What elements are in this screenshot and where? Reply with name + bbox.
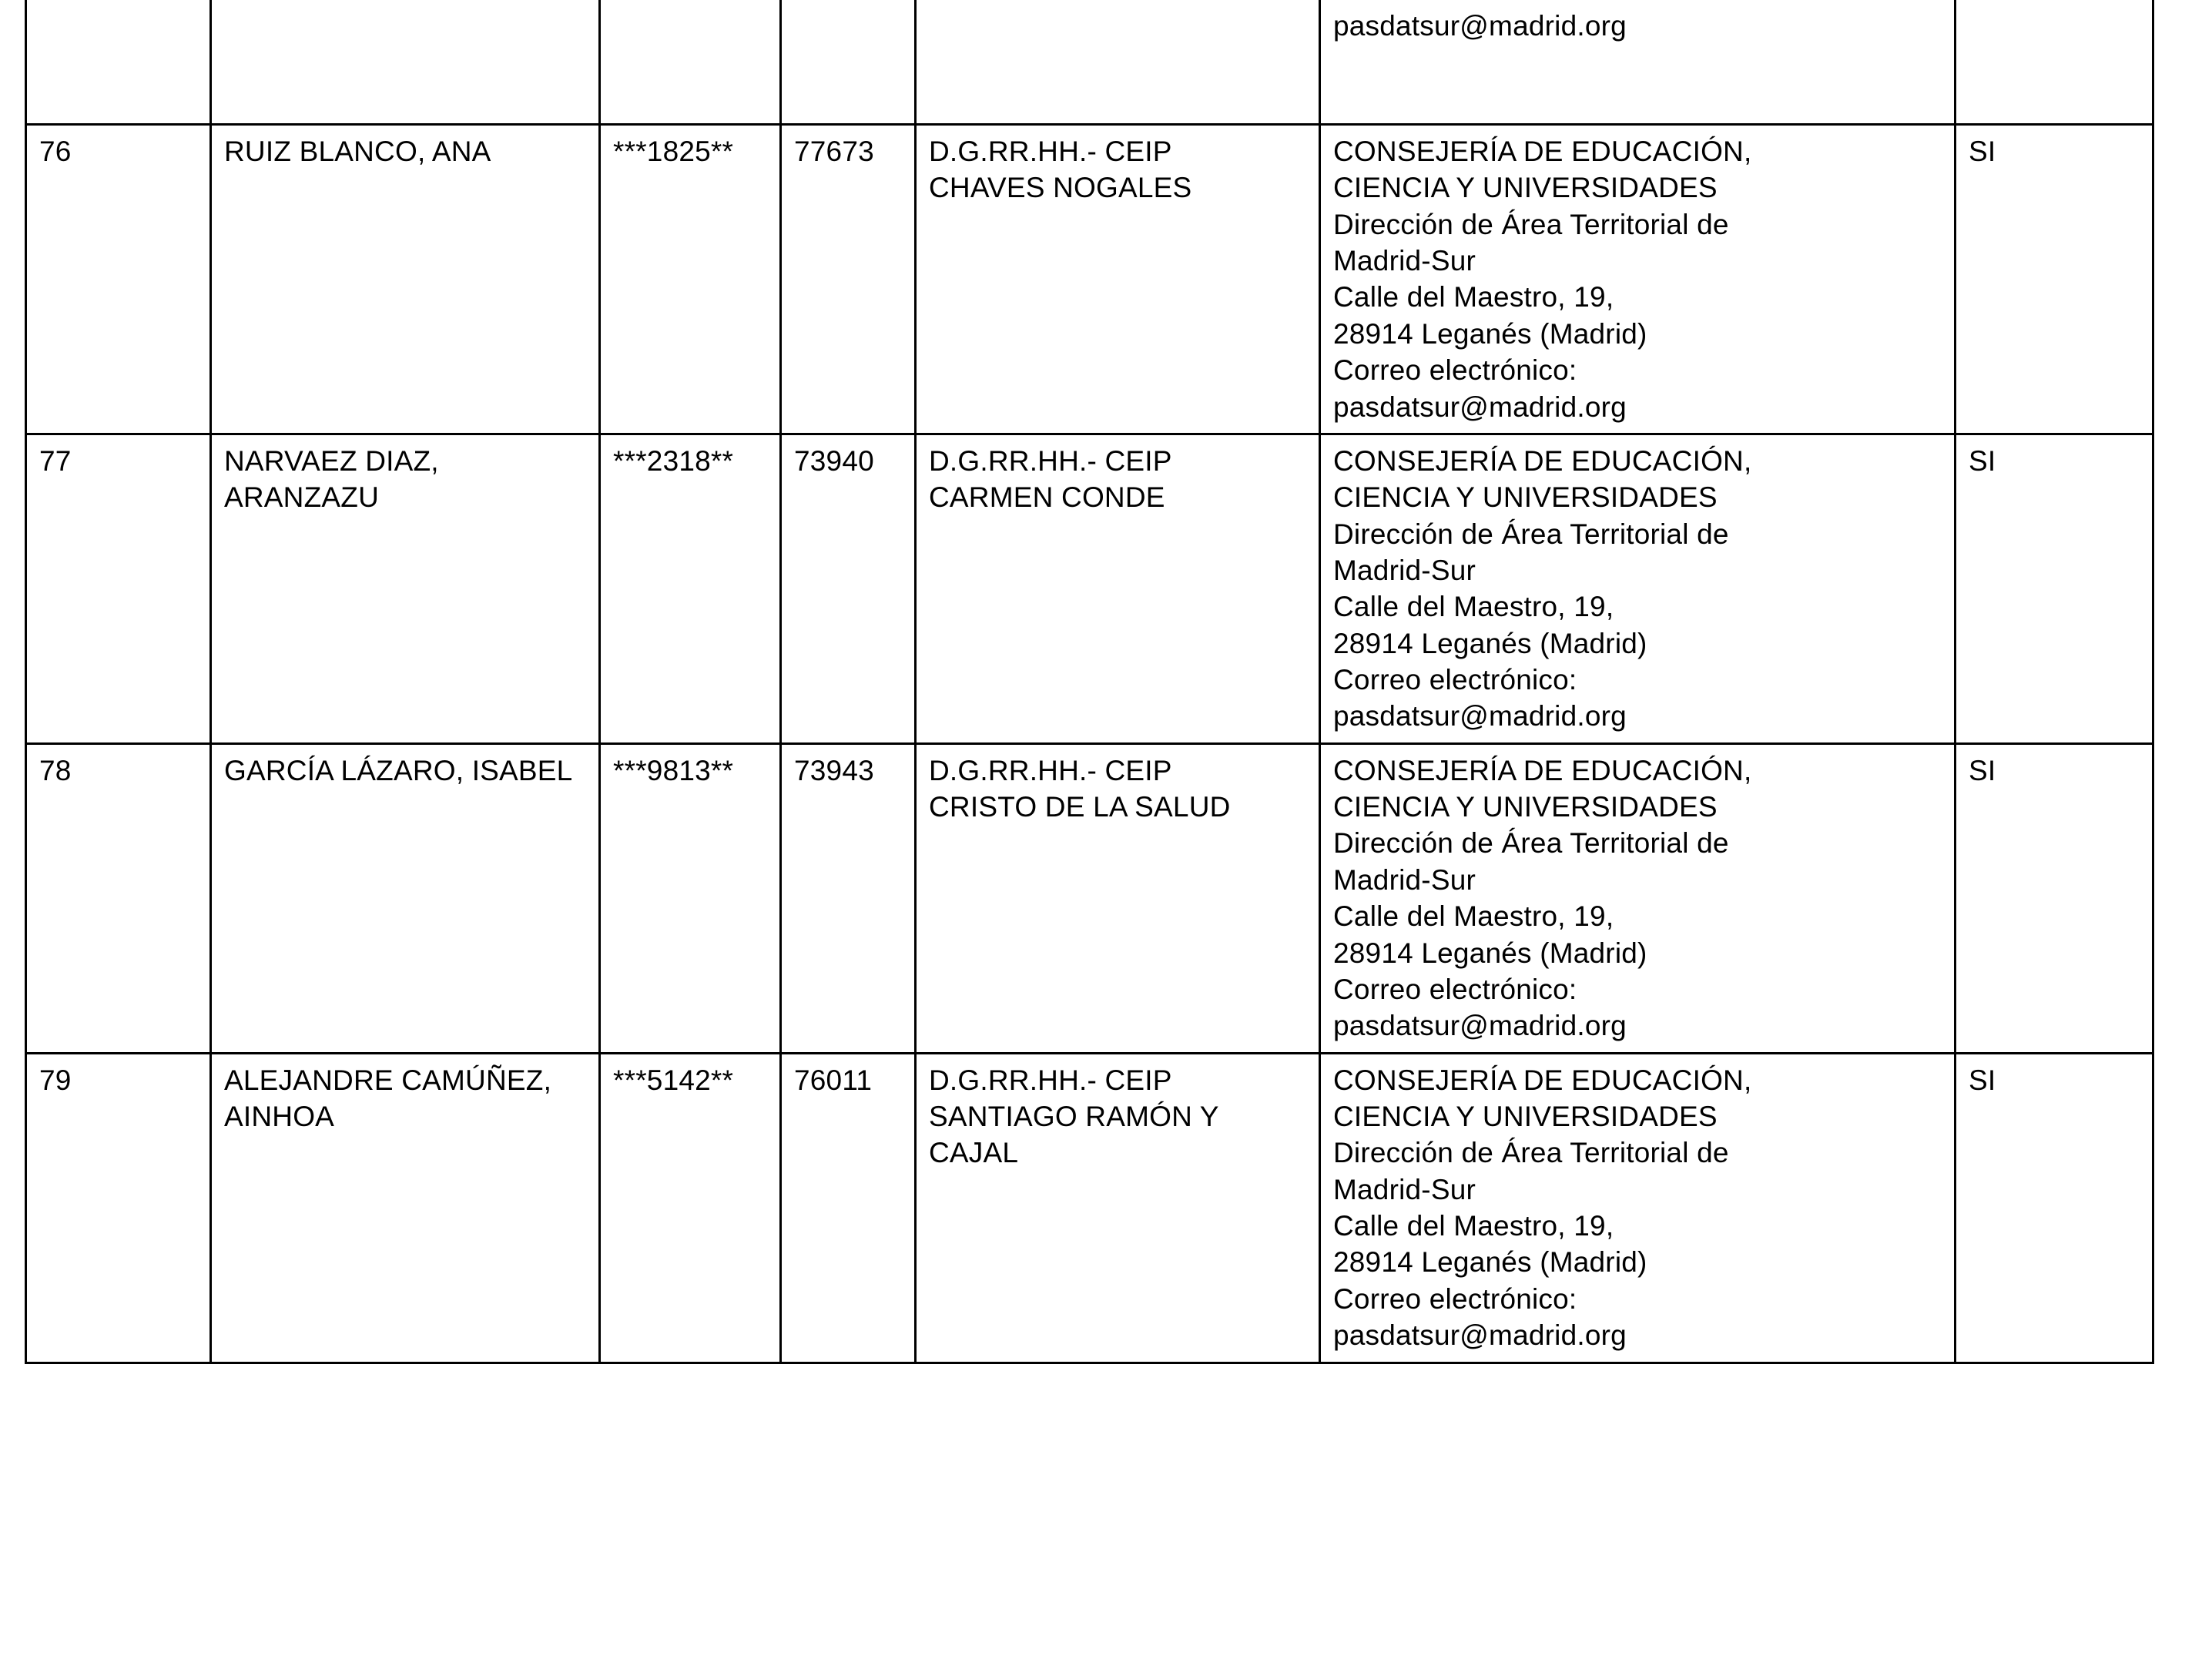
cell-organism	[1320, 0, 1956, 125]
applicants-table	[25, 0, 2154, 1364]
organism-line: Correo electrónico:	[1333, 1282, 1577, 1315]
table-row	[26, 434, 2153, 743]
cell-code: 73943	[781, 743, 916, 1053]
cell-organism	[1320, 125, 1956, 434]
center-line: D.G.RR.HH.- CEIP	[929, 754, 1172, 786]
cell-center	[916, 0, 1320, 125]
organism-line: CONSEJERÍA DE EDUCACIÓN,	[1333, 444, 1752, 477]
center-line: SANTIAGO RAMÓN Y	[929, 1100, 1219, 1132]
cell-organism	[1320, 1053, 1956, 1363]
cell-center	[916, 434, 1320, 743]
cell-organism	[1320, 434, 1956, 743]
cell-name	[211, 0, 600, 125]
organism-line: CONSEJERÍA DE EDUCACIÓN,	[1333, 1064, 1752, 1096]
cell-name: NARVAEZ DIAZ, ARANZAZU	[211, 434, 600, 743]
cell-code	[781, 0, 916, 125]
table-row	[26, 125, 2153, 434]
organism-email: pasdatsur@madrid.org	[1333, 700, 1627, 732]
cell-dni: ***1825**	[600, 125, 781, 434]
organism-email: pasdatsur@madrid.org	[1333, 391, 1627, 423]
organism-line: Correo electrónico:	[1333, 354, 1577, 387]
cell-number: 78	[26, 743, 211, 1053]
organism-line: 28914 Leganés (Madrid)	[1333, 317, 1647, 350]
organism-line: Dirección de Área Territorial de	[1333, 208, 1729, 240]
cell-code: 73940	[781, 434, 916, 743]
cell-name: RUIZ BLANCO, ANA	[211, 125, 600, 434]
cell-dni	[600, 0, 781, 125]
cell-organism	[1320, 743, 1956, 1053]
cell-name: ALEJANDRE CAMÚÑEZ, AINHOA	[211, 1053, 600, 1363]
organism-line: CIENCIA Y UNIVERSIDADES	[1333, 791, 1718, 823]
cell-admitted: SI	[1956, 434, 2153, 743]
cell-number: 79	[26, 1053, 211, 1363]
organism-line: Madrid-Sur	[1333, 554, 1476, 586]
organism-line: CIENCIA Y UNIVERSIDADES	[1333, 172, 1718, 204]
organism-line: CIENCIA Y UNIVERSIDADES	[1333, 481, 1718, 514]
organism-line: Madrid-Sur	[1333, 1173, 1476, 1205]
cell-code: 76011	[781, 1053, 916, 1363]
organism-line: Dirección de Área Territorial de	[1333, 518, 1729, 550]
cell-admitted: SI	[1956, 125, 2153, 434]
organism-email: pasdatsur@madrid.org	[1333, 1010, 1627, 1042]
table-body	[26, 0, 2153, 1363]
organism-line: Madrid-Sur	[1333, 245, 1476, 277]
cell-number	[26, 0, 211, 125]
organism-line: 28914 Leganés (Madrid)	[1333, 1246, 1647, 1279]
cell-center	[916, 743, 1320, 1053]
organism-line: Correo electrónico:	[1333, 973, 1577, 1005]
center-line: CARMEN CONDE	[929, 481, 1165, 514]
center-line: CAJAL	[929, 1137, 1019, 1169]
table-row	[26, 743, 2153, 1053]
organism-line: Calle del Maestro, 19,	[1333, 900, 1614, 933]
organism-line: 28914 Leganés (Madrid)	[1333, 627, 1647, 659]
organism-line: CONSEJERÍA DE EDUCACIÓN,	[1333, 136, 1752, 167]
organism-line: 28914 Leganés (Madrid)	[1333, 937, 1647, 969]
organism-line: Calle del Maestro, 19,	[1333, 1210, 1614, 1242]
organism-line: Calle del Maestro, 19,	[1333, 591, 1614, 623]
center-line: D.G.RR.HH.- CEIP	[929, 1064, 1172, 1096]
table-row-continuation	[26, 0, 2153, 125]
cell-admitted: SI	[1956, 1053, 2153, 1363]
cell-dni: ***9813**	[600, 743, 781, 1053]
center-line: CRISTO DE LA SALUD	[929, 791, 1231, 823]
organism-line: pasdatsur@madrid.org	[1333, 10, 1627, 42]
organism-line: CIENCIA Y UNIVERSIDADES	[1333, 1100, 1718, 1132]
table-row	[26, 1053, 2153, 1363]
center-line: CHAVES NOGALES	[929, 172, 1192, 204]
cell-number: 76	[26, 125, 211, 434]
organism-line: Correo electrónico:	[1333, 664, 1577, 696]
cell-dni: ***5142**	[600, 1053, 781, 1363]
cell-code: 77673	[781, 125, 916, 434]
organism-email: pasdatsur@madrid.org	[1333, 1319, 1627, 1352]
center-line: D.G.RR.HH.- CEIP	[929, 444, 1172, 477]
cell-name: GARCÍA LÁZARO, ISABEL	[211, 743, 600, 1053]
organism-line: CONSEJERÍA DE EDUCACIÓN,	[1333, 754, 1752, 786]
organism-line: Dirección de Área Territorial de	[1333, 827, 1729, 860]
organism-line: Madrid-Sur	[1333, 863, 1476, 896]
cell-number: 77	[26, 434, 211, 743]
cell-center	[916, 1053, 1320, 1363]
organism-line: Dirección de Área Territorial de	[1333, 1137, 1729, 1169]
cell-admitted: SI	[1956, 743, 2153, 1053]
cell-center	[916, 125, 1320, 434]
cell-admitted	[1956, 0, 2153, 125]
organism-line: Calle del Maestro, 19,	[1333, 281, 1614, 313]
cell-dni: ***2318**	[600, 434, 781, 743]
center-line: D.G.RR.HH.- CEIP	[929, 136, 1172, 167]
